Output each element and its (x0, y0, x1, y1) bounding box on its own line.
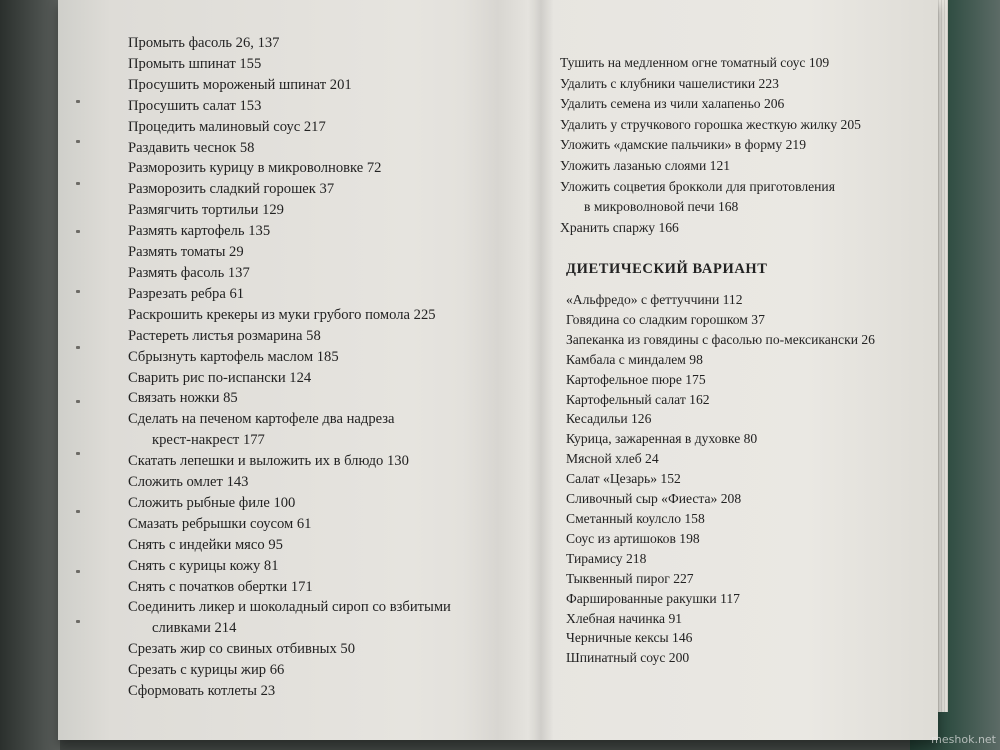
index-entry: Процедить малиновый соус 217 (128, 118, 326, 135)
index-entry: Просушить салат 153 (128, 97, 262, 114)
index-entry: Промыть фасоль 26, 137 (128, 35, 280, 51)
index-entry: Картофельное пюре 175 (566, 371, 706, 387)
index-entry: Говядина со сладким горошком 37 (566, 311, 765, 327)
index-entry: Скатать лепешки и выложить их в блюдо 130 (128, 453, 409, 470)
index-entry: Размягчить тортильи 129 (128, 202, 284, 219)
index-left-column (128, 33, 488, 702)
index-right-column (560, 53, 950, 238)
index-entry: Сбрызнуть картофель маслом 185 (128, 348, 339, 365)
index-entry: Размять картофель 135 (128, 223, 271, 240)
index-entry: Срезать с курицы жир 66 (128, 662, 285, 679)
index-entry-continuation-text: сливками 214 (152, 620, 237, 637)
index-entry: Раскрошить крекеры из муки грубого помола 225 (128, 306, 436, 323)
index-entry: Салат «Цезарь» 152 (566, 471, 681, 487)
index-entry: Уложить лазанью слоями 121 (560, 157, 731, 173)
index-entry-continuation (128, 618, 488, 639)
index-entry: Тыквенный пирог 227 (566, 570, 694, 586)
index-entry: Уложить «дамские пальчики» в форму 219 (560, 137, 806, 153)
index-entry: Раздавить чеснок 58 (128, 139, 255, 156)
index-entry: Размять томаты 29 (128, 244, 244, 261)
index-entry: Сложить рыбные филе 100 (128, 494, 296, 511)
index-entry: Снять с початков обертки 171 (128, 578, 313, 595)
index-entry-continuation (128, 430, 488, 451)
book-cover-left (0, 0, 60, 750)
index-entry: Сложить омлет 143 (128, 474, 249, 491)
index-entry: Шпинатный соус 200 (566, 650, 690, 666)
index-entry: Растереть листья розмарина 58 (128, 327, 321, 344)
index-entry-continuation-text: в микроволновой печи 168 (584, 199, 739, 215)
index-entry: Хлебная начинка 91 (566, 610, 683, 626)
watermark: meshok.net (931, 733, 996, 746)
index-entry: Сметанный коулсло 158 (566, 510, 705, 526)
index-entry: Разрезать ребра 61 (128, 285, 245, 302)
index-entry: Связать ножки 85 (128, 390, 238, 407)
index-entry: Запеканка из говядины с фасолью по-мексикански 26 (566, 331, 875, 347)
index-entry: Камбала с миндалем 98 (566, 351, 703, 367)
index-entry: Картофельный салат 162 (566, 391, 710, 407)
index-entry: Сформовать котлеты 23 (128, 683, 276, 700)
index-entry: «Альфредо» с феттуччини 112 (566, 292, 743, 307)
index-entry: Разморозить курицу в микроволновке 72 (128, 160, 382, 177)
index-entry: Просушить мороженый шпинат 201 (128, 76, 352, 93)
index-entry: Сделать на печеном картофеле два надреза (128, 411, 395, 428)
index-entry: Смазать ребрышки соусом 61 (128, 515, 312, 532)
index-entry: Тирамису 218 (566, 550, 647, 566)
index-entry: Курица, зажаренная в духовке 80 (566, 431, 758, 447)
index-entry: Разморозить сладкий горошек 37 (128, 181, 335, 198)
index-entry: Мясной хлеб 24 (566, 451, 659, 467)
index-entry: Удалить у стручкового горошка жесткую жилку 205 (560, 116, 861, 132)
index-entry-continuation-text: крест-накрест 177 (152, 432, 265, 449)
index-entry: Хранить спаржу 166 (560, 219, 679, 235)
index-entry: Черничные кексы 146 (566, 630, 693, 646)
section-title: ДИЕТИЧЕСКИЙ ВАРИАНТ (566, 261, 768, 277)
index-entry: Тушить на медленном огне томатный соус 109 (560, 55, 830, 70)
index-entry: Удалить с клубники чашелистики 223 (560, 75, 779, 91)
index-entry: Уложить соцветия брокколи для приготовления (560, 178, 835, 194)
index-entry-continuation (560, 197, 950, 218)
diet-index-list (566, 290, 946, 668)
index-entry: Фаршированные ракушки 117 (566, 590, 740, 606)
index-entry: Размять фасоль 137 (128, 264, 250, 281)
index-entry: Промыть шпинат 155 (128, 55, 262, 72)
index-entry: Срезать жир со свиных отбивных 50 (128, 641, 355, 658)
index-entry: Кесадильи 126 (566, 411, 652, 427)
index-entry: Снять с индейки мясо 95 (128, 536, 283, 553)
index-entry: Снять с курицы кожу 81 (128, 557, 279, 574)
index-entry: Сливочный сыр «Фиеста» 208 (566, 491, 742, 507)
index-entry: Сварить рис по-испански 124 (128, 369, 312, 386)
index-entry: Соединить ликер и шоколадный сироп со взбитыми (128, 599, 451, 616)
binding-stitches (76, 100, 82, 700)
book-gutter (528, 0, 554, 740)
index-entry: Соус из артишоков 198 (566, 530, 700, 546)
index-entry: Удалить семена из чили халапеньо 206 (560, 96, 785, 112)
